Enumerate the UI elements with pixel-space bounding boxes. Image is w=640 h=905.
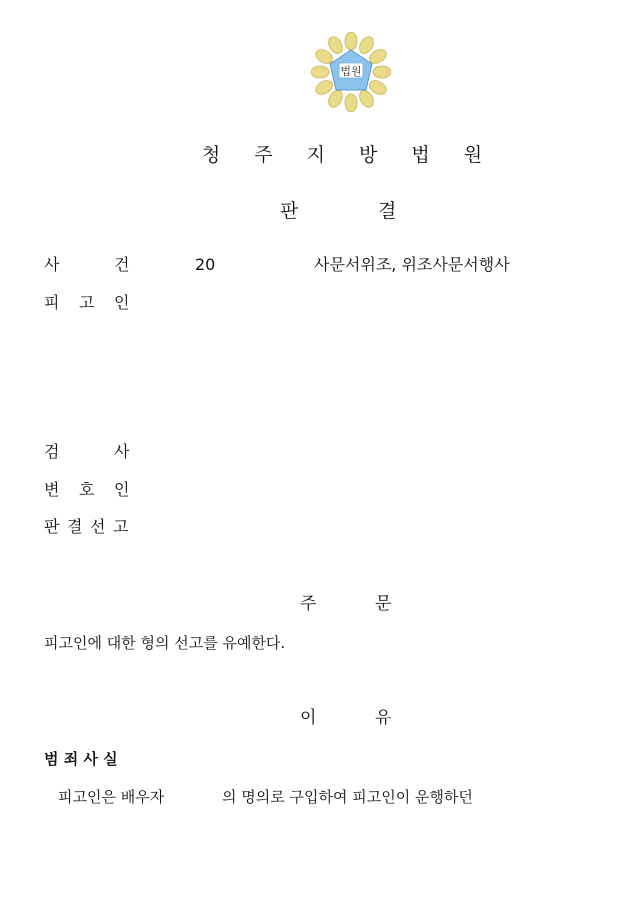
facts-text-continued: 의 명의로 구입하여 피고인이 운행하던: [222, 788, 473, 806]
court-name: 청 주 지 방 법 원: [201, 144, 497, 166]
defendant-label-3: 인: [114, 293, 130, 312]
prosecutor-label-2: 사: [114, 442, 130, 461]
facts-heading: 범 죄 사 실: [44, 750, 118, 768]
counsel-label-1: 변: [44, 480, 60, 499]
prosecutor-label-1: 검: [44, 442, 60, 461]
order-text: 피고인에 대한 형의 선고를 유예한다.: [44, 634, 286, 652]
facts-text-start: 피고인은 배우자: [58, 788, 165, 806]
court-emblem-icon: [311, 32, 391, 112]
counsel-label-2: 호: [79, 480, 95, 499]
reasons-heading-right: 유: [375, 708, 392, 728]
defendant-label-1: 피: [44, 293, 60, 312]
doc-title-right: 결: [378, 200, 397, 222]
reasons-heading-left: 이: [300, 708, 317, 728]
order-heading-right: 문: [375, 594, 392, 614]
defendant-label-2: 고: [79, 293, 95, 312]
case-name: 사문서위조, 위조사문서행사: [314, 255, 510, 274]
case-label-1: 사: [44, 255, 60, 274]
sentencing-label-4: 고: [113, 517, 129, 536]
case-label-2: 건: [114, 255, 130, 274]
case-number: 20: [195, 255, 216, 274]
sentencing-label-2: 결: [67, 517, 83, 536]
sentencing-label-1: 판: [44, 517, 60, 536]
sentencing-label-3: 선: [90, 517, 106, 536]
order-heading-left: 주: [300, 594, 317, 614]
emblem-text: 법원: [340, 65, 362, 78]
doc-title-left: 판: [280, 200, 299, 222]
counsel-label-3: 인: [114, 480, 130, 499]
